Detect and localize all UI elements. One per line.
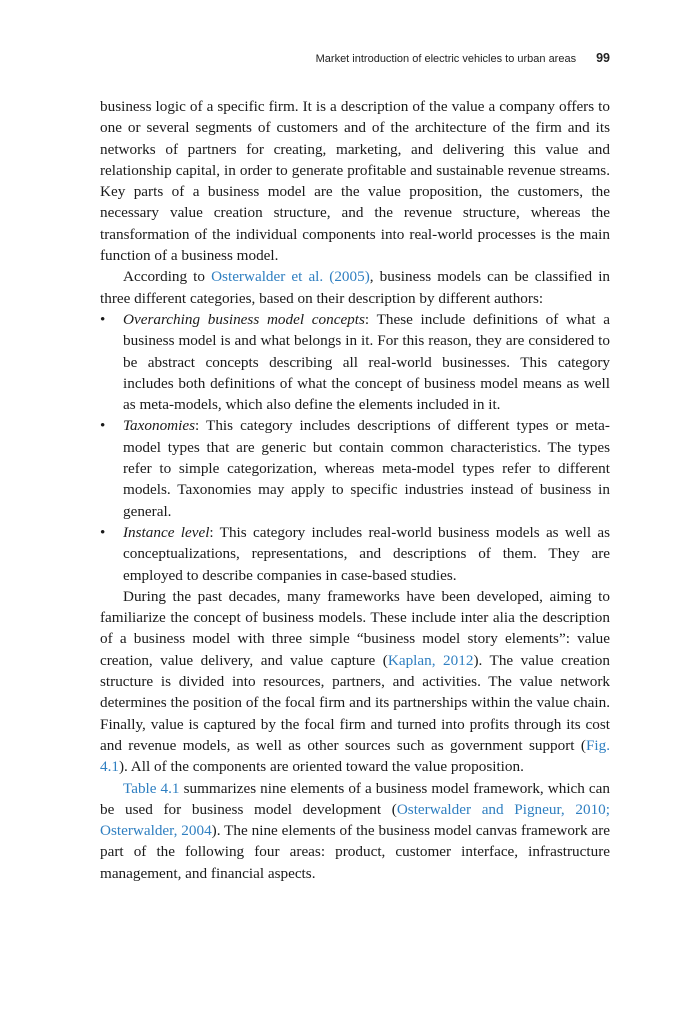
paragraph-2-text-after: , business models can be classified in three different categories, based on their description by different authors: (100, 268, 611, 307)
bullet-text: : This category includes real-world business models as well as conceptualizations, representations, and descriptions of them. They are employed to describe companies in case-based studies. (123, 523, 610, 584)
bullet-term: Taxonomies (123, 417, 196, 435)
bullet-icon: • (100, 310, 106, 328)
bullet-list (100, 309, 610, 586)
paragraph-2 (100, 266, 610, 309)
table-reference-4-1[interactable]: Table 4.1 (123, 779, 180, 797)
bullet-icon: • (100, 523, 106, 541)
citation-osterwalder-2005[interactable]: Osterwalder et al. (2005) (211, 268, 370, 286)
paragraph-3-text: ). All of the components are oriented toward the value proposition. (118, 758, 524, 776)
page-number: 99 (596, 51, 610, 65)
bullet-text: : These include definitions of what a business model is and what belongs in it. For this reason, they are considered to be abstract concepts describing all real-world businesses. This category includes both definitions of what the concept of business model means as well as meta-models, which also define the elements included in it. (123, 310, 611, 414)
list-item (100, 522, 610, 586)
paragraph-3-text: During the past decades, many frameworks have been developed, aiming to familiarize the concept of business models. These include inter alia the description of a business model with three simple “business model story elements”: value creation, value delivery, and value capture ( (100, 587, 610, 669)
paragraph-4 (100, 778, 610, 884)
paragraph-3-text: ). The value creation structure is divided into resources, partners, and activities. The value network determines the position of the focal firm and its partnerships within the value chain. Finally, value is captured by the focal firm and turned into profits through its cost and revenue models, as well as other sources such as government support ( (100, 651, 610, 754)
bullet-icon: • (100, 417, 106, 435)
paragraph-3 (100, 586, 610, 778)
body-text (100, 96, 610, 884)
running-title: Market introduction of electric vehicles to urban areas (315, 53, 577, 65)
citation-osterwalder-pigneur[interactable]: Osterwalder and Pigneur, 2010; Osterwalder, 2004 (100, 800, 610, 840)
bullet-text: : This category includes descriptions of different types or meta-model types that are generic but contain common characteristics. The types refer to simple categorization, whereas meta-model types refer to different models. Taxonomies may apply to specific industries instead of business in general. (123, 417, 610, 520)
citation-kaplan-2012[interactable]: Kaplan, 2012 (387, 651, 474, 669)
list-item (100, 415, 610, 521)
bullet-term: Instance level (123, 523, 210, 541)
paragraph-4-text: ). The nine elements of the business model canvas framework are part of the following four areas: product, customer interface, infrastructure management, and financial aspects. (100, 822, 610, 882)
figure-reference-4-1[interactable]: Fig. 4.1 (100, 736, 610, 776)
list-item (100, 309, 610, 415)
paragraph-1: business logic of a specific firm. It is a description of the value a company offers to one or several segments of customers and of the architecture of the firm and its networks of partners for creating, marketing, and delivering this value and relationship capital, in order to generate profitable and sustainable revenue streams. Key parts of a business model are the value proposition, the customers, the necessary value creation structure, and the revenue structure, whereas the transformation of the individual components into real-world processes is the main function of a business model. (100, 98, 610, 265)
paragraph-4-text: summarizes nine elements of a business model framework, which can be used for business model development ( (100, 779, 610, 818)
bullet-term: Overarching business model concepts (123, 310, 365, 328)
running-header (100, 51, 610, 69)
paragraph-2-text-before: According to (123, 268, 212, 286)
